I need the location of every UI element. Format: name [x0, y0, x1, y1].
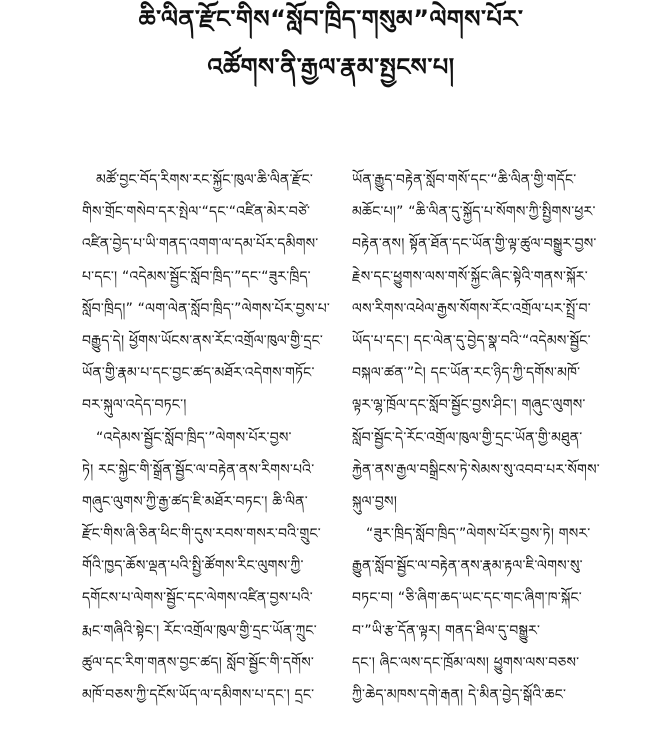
text-line: ཀྱི་ཆེད་མཁས་དགེ་རྒན། དེ་མིན་བྱེད་སྒོའི་ཆང་ [352, 687, 567, 703]
left-text-column [82, 164, 352, 711]
text-line: མཚོ་བྱང་བོད་རིགས་རང་སྐྱོང་ཁུལ་ཆི་ལིན་རྫོང་ [96, 172, 314, 188]
text-line: འཛིན་བྱེད་པ་ཡི་གནད་འགག་ལ་དམ་པོར་དམིགས་ [82, 236, 319, 253]
article-title-line-2: འཚོགས་ནི་རྒྱལ་རྣམ་སྤྱངས་པ། [207, 53, 455, 81]
text-line: གིས་གྲོང་གསེབ་དར་སྤེལ་“དང་“འཛིན་མེར་བཙེ་ [82, 204, 311, 221]
text-line: བརྟེན་ནས། སྟོན་ཐོན་དང་ཡོན་གྱི་ལྟ་ཚུལ་བསྒྱུར་བྱས་ [352, 236, 597, 253]
text-line: རྨང་གཞིའི་སྟེང་། རོང་འགྲོལ་ཁུལ་གྱི་དྲང་ཡོན་ཀྲུང་ [82, 622, 317, 639]
text-line: ཡོན་རྒྱུད་བརྟེན་སློབ་གསོ་དང་“ཆི་ལིན་གྱི་གདོང་ [352, 172, 577, 188]
right-text-column [352, 164, 622, 711]
text-line: བ་”ཡི་རྩ་དོན་ལྟར། གནད་ཐིལ་དུ་བསྒྱུར་ [352, 622, 541, 639]
text-line: མཆོང་པ།” “ཆི་ལིན་དུ་སྐྱོད་པ་སོགས་ཀྱི་སྤྱིགས་ཕྱར་ [352, 204, 596, 221]
text-line: ལས་རིགས་འཕེལ་རྒྱས་སོགས་རོང་འགྲོལ་པར་སྤྲོ་བ་ [352, 300, 591, 317]
text-line: ཡོན་གྱི་རྣམ་པ་དང་བྱང་ཚད་མཐོར་འདེགས་གཏོང་ [82, 365, 315, 382]
text-line: རྗེས་དང་ཕྱུགས་ལས་གསོ་སྐྱོང་ཞིང་སྟེའི་གནས་སྐོར་ [352, 268, 588, 285]
text-line: ལྟར་ལྷ་ཁྲོལ་དང་སློབ་སྦྱོང་བྱས་ཤིང་། གཞུང་ལུགས་ [352, 397, 586, 414]
text-line: ཏེ། རང་སྐྱེང་གི་སྒྲོན་སྦྱོང་ལ་བརྟེན་ནས་རིགས་པའི་ [82, 461, 315, 478]
text-line: གོའི་ཁྱད་ཆོས་ལྡན་པའི་སྤྱི་ཚོགས་རིང་ལུགས་ཀྱི་ [82, 558, 304, 575]
text-line: རྒྱུན་སློབ་སྦྱོང་ལ་བརྟེན་ནས་རྣམ་རྟལ་ཇི་ལེགས་སུ་ [352, 558, 583, 575]
text-line: སློབ་ཁྲིད།” “ལག་ལེན་སློབ་ཁྲིད་”ལེགས་པོར་བྱས་པ་ [82, 300, 331, 317]
text-line: པ་དང་། “འདེམས་སྦྱོང་སློབ་ཁྲིད་”དང་“ཟུར་ཁྲིད་ [82, 268, 311, 285]
article-title-line-1: ཆི་ལིན་རྫོང་གིས“སློབ་ཁྲིད་གསུམ”ལེགས་པོར་ [138, 5, 524, 33]
text-line: སྐུལ་བྱས། [352, 493, 398, 510]
text-line: དགོངས་པ་ལེགས་སྦྱོང་དང་ལེགས་འཛིན་བྱས་པའི་ [82, 590, 313, 607]
text-line: གཞུང་ལུགས་ཀྱི་རྒྱ་ཚད་ཇི་མཐོར་བཏང་། ཆི་ལིན་ [82, 493, 308, 510]
text-line: མཁོ་བཅས་ཀྱི་དངོས་ཡོད་ལ་དམིགས་པ་དང་། དྲང་ [82, 687, 315, 703]
text-line: ཡོད་པ་དང་། དང་ལེན་དུ་བྱེད་སྣ་བའི་“འདེམས་སྦྱོང་ [352, 332, 591, 349]
text-line: རྫོང་གིས་ཞི་ཅིན་ཕིང་གི་དུས་རབས་གསར་བའི་གྲུང་ [82, 526, 321, 543]
text-line: ཚུལ་དང་རིག་གནས་བྱང་ཚད། སློབ་སྦྱོང་གི་དགོས་ [82, 654, 315, 671]
text-line: བར་སྐུལ་འདེད་བཏང་། [82, 397, 187, 414]
text-line: བརྒྱུད་དེ། ཕྱོགས་ཡོངས་ནས་རོང་འགྲོལ་ཁུལ་གྱི་དྲང་ [82, 332, 324, 349]
text-line: “འདེམས་སྦྱོང་སློབ་ཁྲིད་”ལེགས་པོར་བྱས་ [96, 429, 292, 446]
text-line: སློབ་སྦྱོང་དེ་རོང་འགྲོལ་ཁུལ་གྱི་དྲང་ཡོན་གྱི་མཐུན་ [352, 429, 583, 446]
text-line: བསྐལ་ཚན་”ངེ། དང་ཡོན་རང་ཉིད་ཀྱི་དགོས་མཁོ་ [352, 365, 581, 382]
text-line: རྐྱེན་ནས་རྒྱལ་བསྒྲིངས་ཏེ་སེམས་སུ་འབབ་པར་སོགས་ [352, 461, 600, 478]
text-line: བཏང་བ། “ཅི་ཞིག་ཆད་ཡང་དང་གང་ཞིག་ཁ་སྐོང་ [352, 590, 582, 607]
text-line: “ཟུར་ཁྲིད་སློབ་ཁྲིད་”ལེགས་པོར་བྱས་ཏེ། གསར་ [366, 526, 591, 543]
text-line: དང་། ཞིང་ལས་དང་ཁྲོམ་ལས། ཕྱུགས་ལས་བཅས་ [352, 654, 580, 671]
